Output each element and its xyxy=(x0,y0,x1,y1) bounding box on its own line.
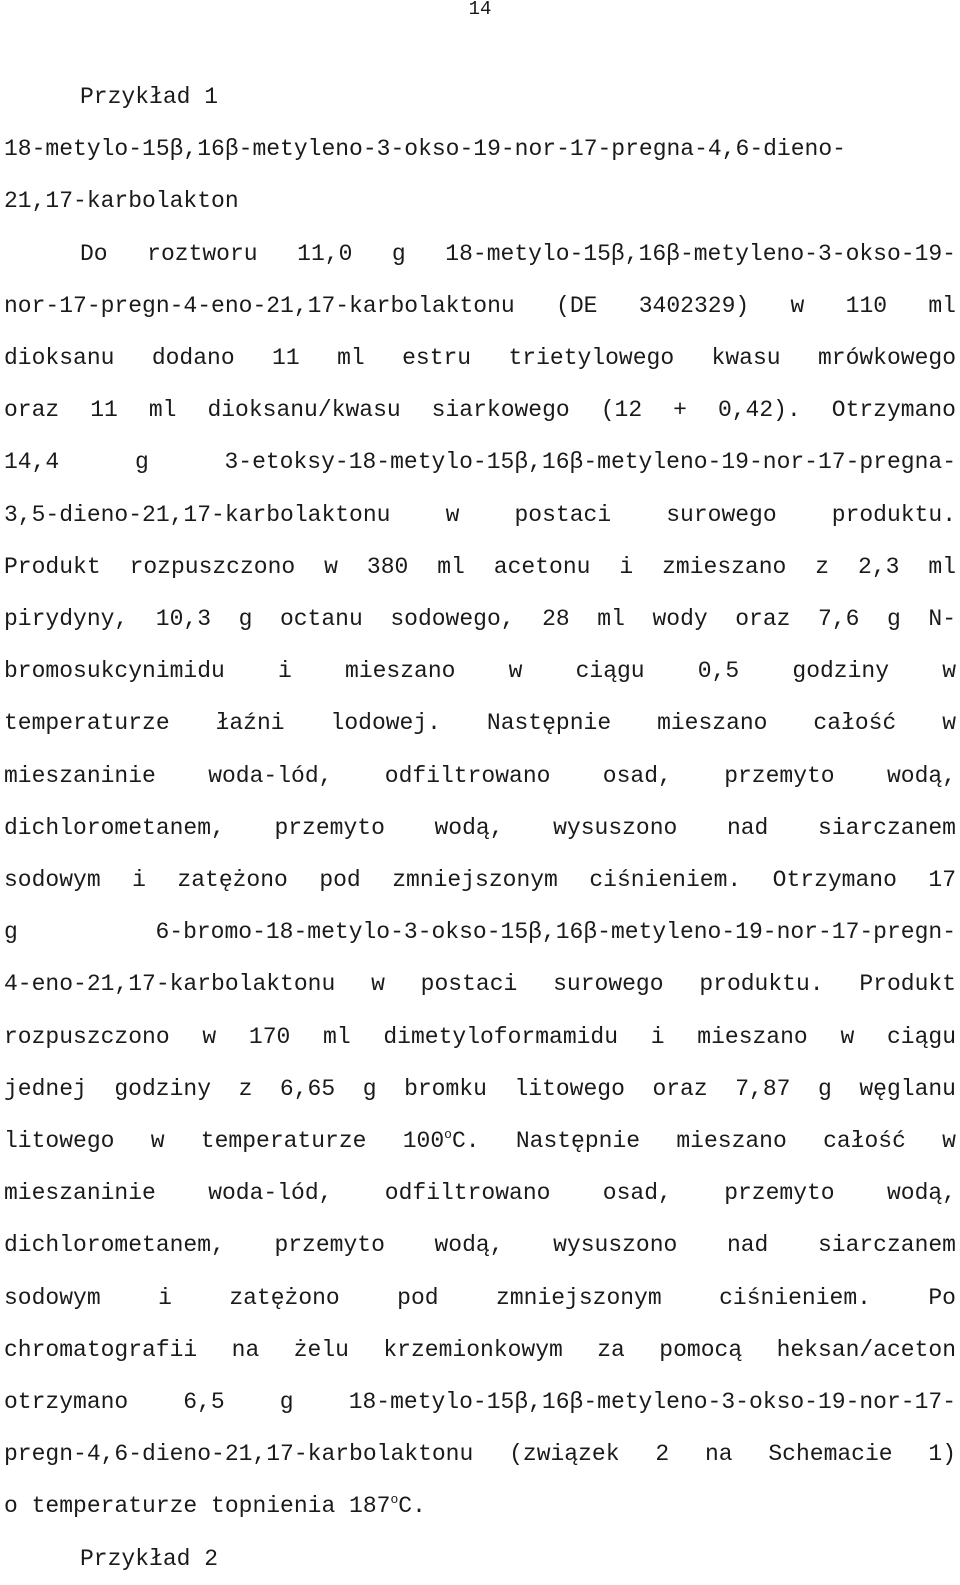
paragraph-line: rozpuszczono w 170 ml dimetyloformamidu i mieszano w ciągu xyxy=(4,1023,956,1050)
compound-title xyxy=(4,123,956,227)
temperature-text: litowego w temperaturze 100$^o$C. Następnie mieszano całość w xyxy=(4,1127,956,1155)
paragraph-line: 4-eno-21,17-karbolaktonu w postaci surowego produktu. Produkt xyxy=(4,971,956,998)
paragraph-line: bromosukcynimidu i mieszano w ciągu 0,5 godziny w xyxy=(4,658,956,685)
paragraph-line: dichlorometanem, przemyto wodą, wysuszono nad siarczanem xyxy=(4,1232,956,1259)
degree-symbol: o xyxy=(444,1127,452,1143)
paragraph-line: mieszaninie woda-lód, odfiltrowano osad, przemyto wodą, xyxy=(4,1180,956,1207)
paragraph-line: g 6-bromo-18-metylo-3-okso-15β,16β-metyleno-19-nor-17-pregn- xyxy=(4,919,956,946)
paragraph-line-melting-point: o temperaturze topnienia 187$^o$C. xyxy=(4,1492,426,1520)
paragraph-line: pregn-4,6-dieno-21,17-karbolaktonu (związek 2 na Schemacie 1) xyxy=(4,1441,956,1468)
title-line: 21,17-karbolakton xyxy=(4,188,239,215)
paragraph-line: otrzymano 6,5 g 18-metylo-15β,16β-metyleno-3-okso-19-nor-17- xyxy=(4,1389,956,1416)
example-1-heading: Przykład 1 xyxy=(80,84,219,110)
procedure-paragraph xyxy=(4,228,956,1533)
paragraph-line: temperaturze łaźni lodowej. Następnie mieszano całość w xyxy=(4,710,956,737)
paragraph-line: pirydyny, 10,3 g octanu sodowego, 28 ml wody oraz 7,6 g N- xyxy=(4,606,956,633)
paragraph-line: 3,5-dieno-21,17-karbolaktonu w postaci surowego produktu. xyxy=(4,501,956,528)
paragraph-line: dioksanu dodano 11 ml estru trietylowego kwasu mrówkowego xyxy=(4,345,956,372)
paragraph-line: Do roztworu 11,0 g 18-metylo-15β,16β-metyleno-3-okso-19- xyxy=(80,240,956,267)
title-line: 18-metylo-15β,16β-metyleno-3-okso-19-nor-17-pregna-4,6-dieno- xyxy=(4,136,846,163)
paragraph-line: dichlorometanem, przemyto wodą, wysuszono nad siarczanem xyxy=(4,814,956,841)
paragraph-line: sodowym i zatężono pod zmniejszonym ciśnieniem. Otrzymano 17 xyxy=(4,867,956,894)
paragraph-line: chromatografii na żelu krzemionkowym za pomocą heksan/aceton xyxy=(4,1336,956,1363)
document-body xyxy=(4,71,956,1585)
degree-symbol: o xyxy=(390,1492,399,1508)
paragraph-line: mieszaninie woda-lód, odfiltrowano osad, przemyto wodą, xyxy=(4,762,956,789)
page-number: 14 xyxy=(468,0,492,20)
paragraph-line: oraz 11 ml dioksanu/kwasu siarkowego (12 + 0,42). Otrzymano xyxy=(4,397,956,424)
paragraph-line: sodowym i zatężono pod zmniejszonym ciśnieniem. Po xyxy=(4,1284,956,1311)
paragraph-line: 14,4 g 3-etoksy-18-metylo-15β,16β-metyleno-19-nor-17-pregna- xyxy=(4,449,956,476)
paragraph-line: Produkt rozpuszczono w 380 ml acetonu i zmieszano z 2,3 ml xyxy=(4,553,956,580)
example-2-heading: Przykład 2 xyxy=(80,1545,219,1572)
paragraph-line: jednej godziny z 6,65 g bromku litowego oraz 7,87 g węglanu xyxy=(4,1075,956,1102)
paragraph-line-temperature xyxy=(4,1115,956,1167)
paragraph-line: nor-17-pregn-4-eno-21,17-karbolaktonu (DE 3402329) w 110 ml xyxy=(4,292,956,319)
